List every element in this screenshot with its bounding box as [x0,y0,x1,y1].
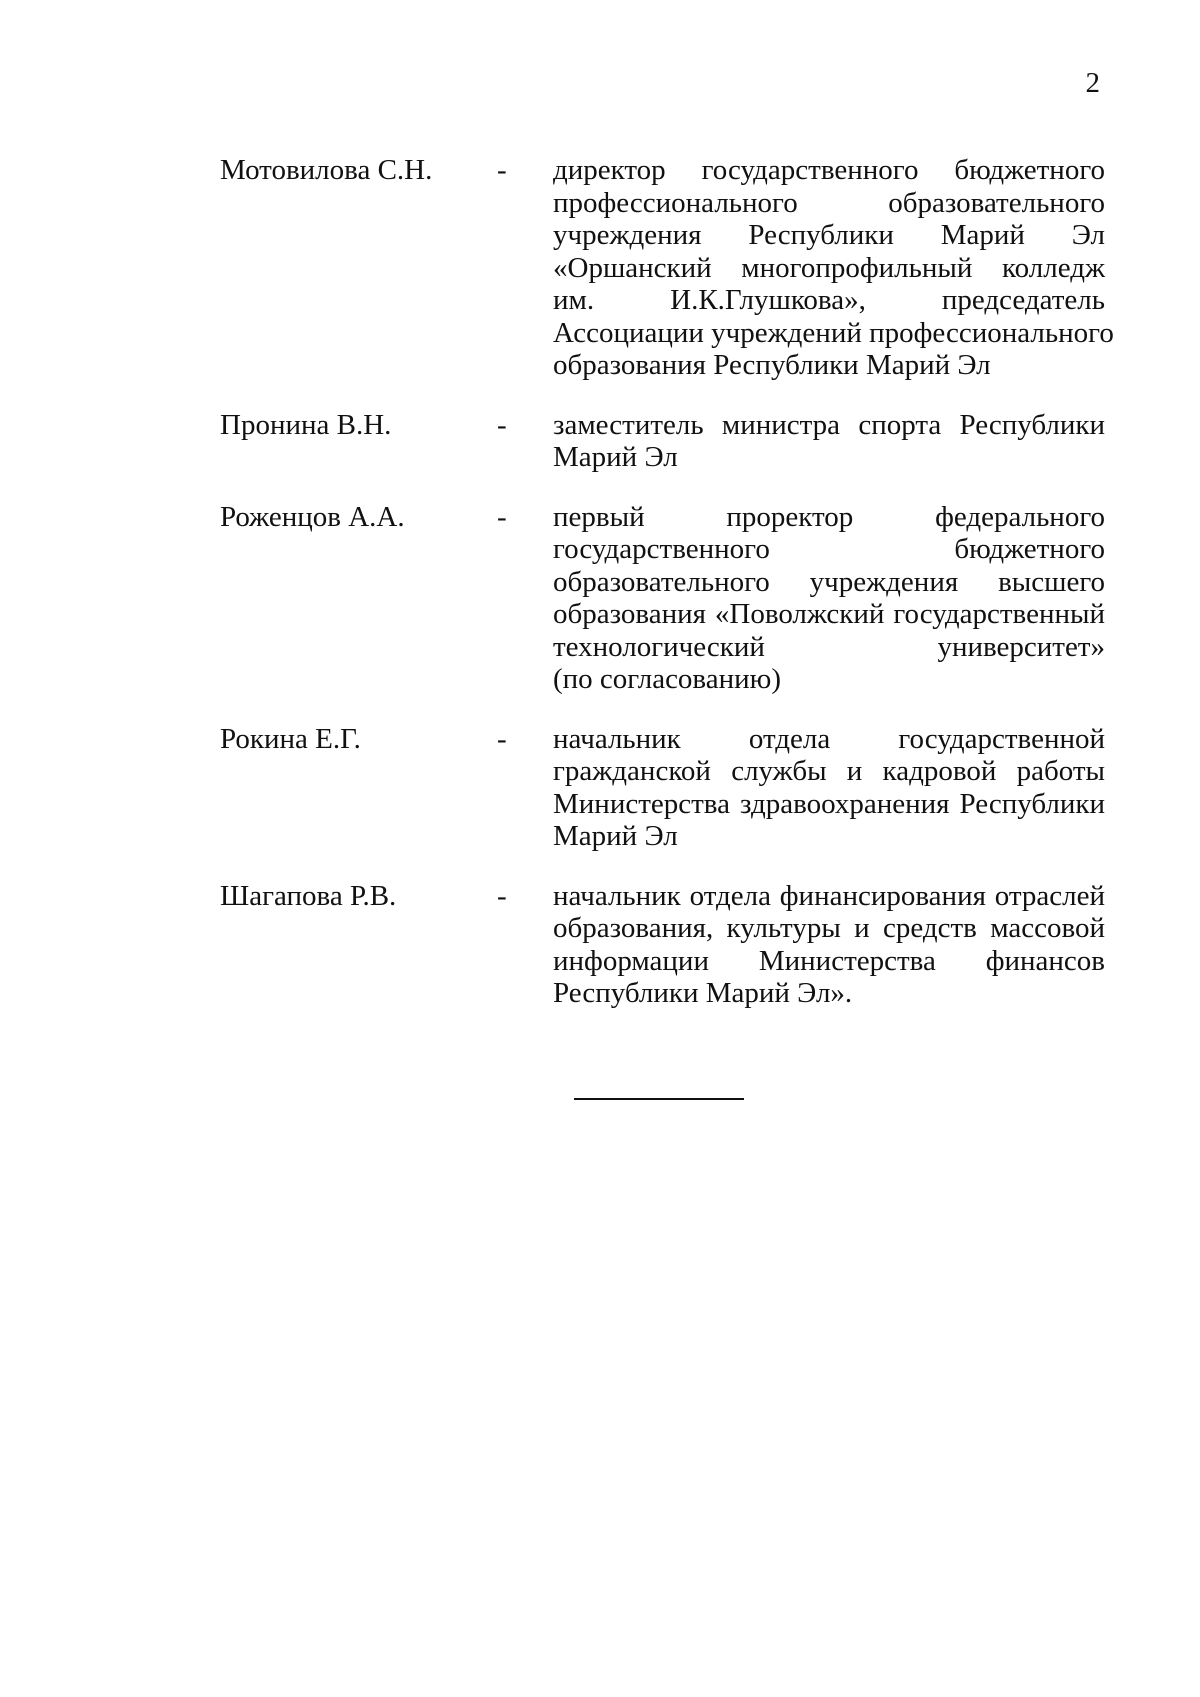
member-name: Роженцов А.А. [220,500,405,533]
member-position [553,409,1105,474]
position-text-line: учреждения Республики Марий Эл [553,219,1105,251]
member-entry [0,154,1200,382]
closing-separator-line [574,1098,744,1100]
page-number: 2 [1085,67,1100,99]
position-text-line: начальник отдела финансирования отраслей [553,879,1105,912]
position-text-line: «Оршанский многопрофильный колледж [553,251,1105,284]
position-text-line: информации Министерства финансов [553,944,1105,977]
member-list [0,154,1200,1037]
position-text-line: Марий Эл [553,441,678,473]
member-entry [0,501,1200,696]
position-text-line: гражданской службы и кадровой работы [553,755,1105,787]
position-text-line: первый проректор федерального [553,500,1105,533]
position-text-line: Марий Эл [553,820,678,852]
position-text-line: Ассоциации учреждений профессионального [553,316,1114,349]
member-position [553,501,1105,696]
position-text-line: технологический университет» [553,630,1105,663]
position-text-line: Министерства здравоохранения Республики [553,787,1105,820]
position-text-line: им. И.К.Глушкова», председатель [553,284,1105,316]
entry-dash: - [497,154,507,186]
position-text-line: образования «Поволжский государственный [553,598,1105,630]
member-entry [0,409,1200,474]
member-entry [0,723,1200,853]
member-position [553,154,1114,382]
member-entry [0,880,1200,1010]
entry-dash: - [497,722,507,755]
position-text-line: образования, культуры и средств массовой [553,912,1105,944]
position-text-line: образования Республики Марий Эл [553,349,991,381]
position-text-line: профессионального образовательного [553,186,1105,219]
entry-dash: - [497,500,507,533]
member-name: Пронина В.Н. [220,408,392,441]
position-text-line: директор государственного бюджетного [553,154,1105,186]
position-text-line: (по согласованию) [553,663,781,695]
member-name: Рокина Е.Г. [220,722,361,755]
position-text-line: начальник отдела государственной [553,722,1105,755]
entry-dash: - [497,879,507,912]
member-name: Шагапова Р.В. [220,879,397,912]
position-text-line: заместитель министра спорта Республики [553,408,1105,441]
member-position [553,723,1105,853]
entry-dash: - [497,408,507,441]
member-name: Мотовилова С.Н. [220,154,433,186]
position-text-line: Республики Марий Эл». [553,977,853,1009]
member-position [553,880,1105,1010]
position-text-line: государственного бюджетного [553,533,1105,565]
position-text-line: образовательного учреждения высшего [553,565,1105,598]
